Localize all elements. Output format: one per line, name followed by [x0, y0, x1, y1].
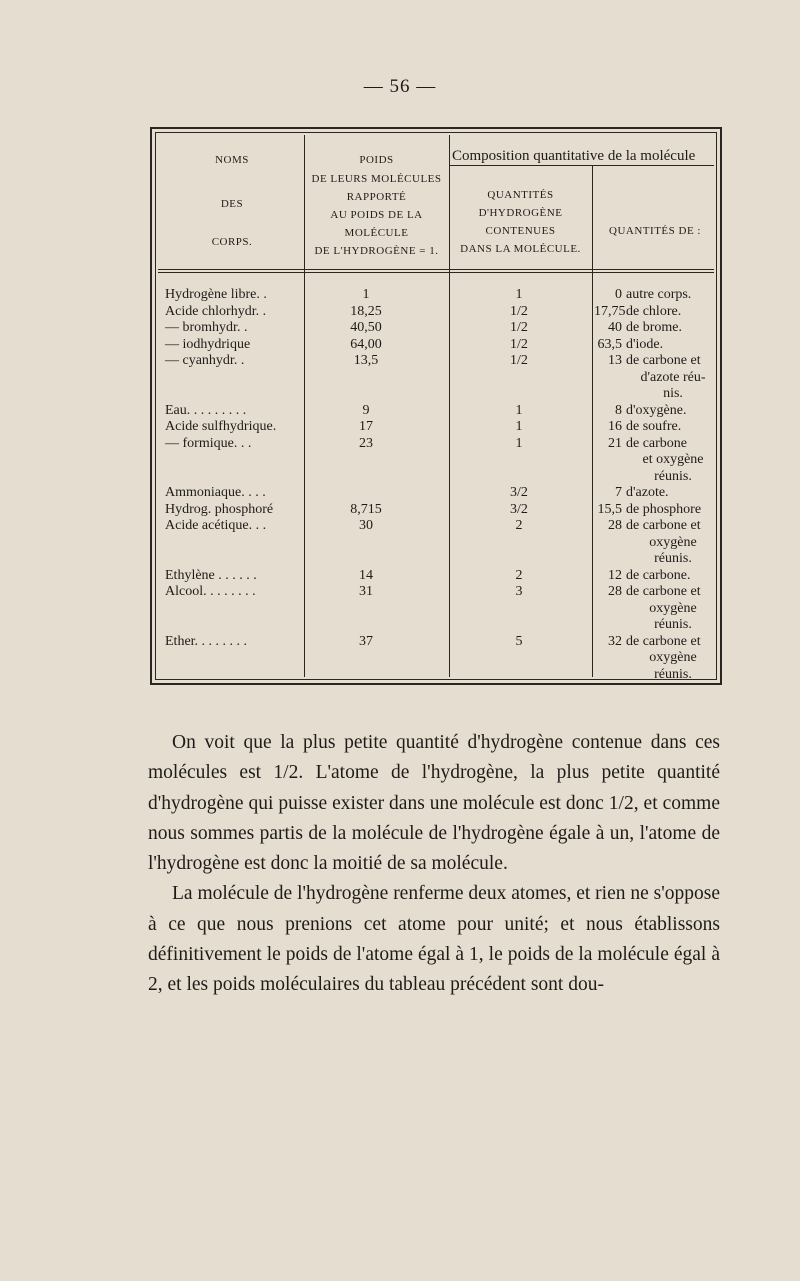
row-quantite-num: 8 — [615, 402, 622, 418]
header-composition: Composition quantitative de la molécule — [452, 148, 696, 164]
row-name: Acide acétique. . . — [165, 518, 267, 533]
row-quantite-corps: de carbone — [626, 435, 688, 451]
row-hydrogene: 3/2 — [510, 501, 528, 517]
row-quantite-num: 63,5 — [597, 336, 622, 352]
table-row — [152, 518, 724, 535]
row-quantite-corps: de carbone et — [626, 353, 701, 368]
row-quantite-corps: autre corps. — [626, 287, 692, 302]
row-quantite-num: 12 — [608, 567, 622, 583]
row-hydrogene: 2 — [515, 567, 523, 583]
row-quantite-corps: réunis. — [654, 617, 692, 632]
table-row — [152, 320, 724, 337]
table-row — [152, 485, 724, 502]
row-quantite-num: 28 — [608, 518, 622, 533]
table-row — [152, 287, 724, 304]
row-quantite-num: 21 — [608, 435, 622, 451]
row-poids: 13,5 — [353, 353, 379, 368]
table-row — [152, 452, 724, 469]
table-row — [152, 353, 724, 370]
row-name: Hydrogène libre. . — [165, 287, 267, 302]
row-poids: 8,715 — [350, 501, 382, 517]
row-name: — formique. . . — [165, 435, 252, 451]
table-row — [152, 568, 724, 585]
table-row — [152, 551, 724, 568]
table-row — [152, 419, 724, 436]
table-row — [152, 502, 724, 519]
row-name: Ammoniaque. . . . — [165, 485, 266, 500]
row-quantite-corps: réunis. — [654, 468, 692, 484]
row-quantite-corps: d'azote réu- — [640, 369, 706, 385]
row-quantite-num: 0 — [615, 287, 622, 302]
table-row — [152, 436, 724, 453]
row-quantite-corps: de phosphore — [626, 501, 702, 517]
header-poids-6: DE L'HYDROGÈNE = 1. — [314, 245, 439, 257]
row-hydrogene: 1/2 — [510, 320, 528, 335]
header-poids-1: POIDS — [359, 154, 394, 166]
table-row — [152, 650, 724, 667]
table-row — [152, 403, 724, 420]
data-table — [150, 127, 722, 685]
table-row — [152, 634, 724, 651]
row-hydrogene: 1 — [515, 435, 523, 451]
row-poids: 17 — [359, 419, 373, 434]
row-quantite-corps: de carbone et — [626, 584, 701, 599]
row-hydrogene: 1/2 — [510, 303, 528, 319]
table-row — [152, 617, 724, 634]
row-quantite-num: 7 — [615, 485, 622, 500]
table-row — [152, 337, 724, 354]
row-poids: 23 — [359, 435, 373, 451]
header-poids-2: DE LEURS MOLÉCULES — [311, 173, 442, 185]
paragraph-1: On voit que la plus petite quantité d'hydrogène contenue dans ces molécules est 1/2. L'atome de l'hydrogène, la plus petite quantité d'hydrogène qui puisse exister dans une molécule est donc 1/2, et comme nous sommes partis de la molécule de l'hydrogène égale à un, l'atome de l'hydrogène est donc la moitié de sa molécule. — [148, 732, 720, 875]
row-quantite-num: 32 — [608, 633, 622, 649]
table-row — [152, 667, 724, 684]
row-quantite-corps: nis. — [663, 386, 683, 401]
header-quantites-h-1: QUANTITÉS — [487, 189, 554, 201]
row-hydrogene: 1/2 — [510, 336, 528, 352]
table-row — [152, 304, 724, 321]
table-row — [152, 370, 724, 387]
row-quantite-corps: d'iode. — [626, 336, 664, 352]
row-hydrogene: 1 — [515, 419, 523, 434]
row-quantite-corps: oxygène — [649, 650, 697, 665]
row-name: Acide chlorhydr. . — [165, 303, 267, 319]
row-poids: 30 — [359, 518, 373, 533]
row-name: — cyanhydr. . — [165, 353, 245, 368]
table-row — [152, 584, 724, 601]
header-poids-4: AU POIDS DE LA — [330, 209, 423, 221]
row-quantite-corps: oxygène — [649, 534, 697, 550]
header-quantites-h-4: DANS LA MOLÉCULE. — [460, 243, 581, 255]
row-hydrogene: 1 — [515, 287, 523, 302]
row-hydrogene: 5 — [515, 633, 523, 649]
row-poids: 18,25 — [350, 303, 382, 319]
header-des: DES — [220, 198, 244, 210]
row-name: — iodhydrique — [165, 336, 251, 352]
row-quantite-corps: réunis. — [654, 666, 692, 682]
row-quantite-num: 40 — [608, 320, 622, 335]
row-quantite-num: 17,75 — [594, 303, 626, 319]
row-name: Alcool. . . . . . . . — [165, 584, 256, 599]
table-row — [152, 601, 724, 618]
row-quantite-num: 15,5 — [597, 501, 622, 517]
table-row — [152, 469, 724, 486]
row-name: Acide sulfhydrique. — [165, 419, 277, 434]
table-row — [152, 386, 724, 403]
row-hydrogene: 3/2 — [510, 485, 528, 500]
row-name: Eau. . . . . . . . . — [165, 402, 247, 418]
table-row — [152, 535, 724, 552]
row-quantite-corps: de chlore. — [626, 303, 682, 319]
body-text — [148, 728, 720, 1001]
page-number: — 56 — — [363, 76, 437, 97]
row-quantite-corps: réunis. — [654, 551, 692, 566]
row-name: — bromhydr. . — [165, 320, 248, 335]
header-poids-3: RAPPORTÉ — [346, 191, 407, 203]
header-noms: NOMS — [215, 154, 249, 166]
row-hydrogene: 1 — [515, 402, 523, 418]
row-quantite-corps: et oxygène — [642, 452, 704, 467]
row-name: Ethylène . . . . . . — [165, 567, 257, 583]
row-poids: 64,00 — [350, 336, 382, 352]
row-quantite-corps: oxygène — [649, 600, 697, 616]
header-quantites-h-2: D'HYDROGÈNE — [478, 207, 563, 219]
row-quantite-corps: de carbone et — [626, 518, 701, 533]
row-quantite-num: 13 — [608, 353, 622, 368]
header-poids-5: MOLÉCULE — [344, 227, 409, 239]
row-hydrogene: 2 — [515, 518, 523, 533]
row-quantite-corps: de soufre. — [626, 419, 682, 434]
row-poids: 14 — [359, 567, 373, 583]
row-poids: 40,50 — [350, 320, 382, 335]
row-name: Hydrog. phosphoré — [165, 501, 274, 517]
row-name: Ether. . . . . . . . — [165, 633, 248, 649]
row-quantite-corps: de carbone et — [626, 633, 701, 649]
row-hydrogene: 1/2 — [510, 353, 528, 368]
row-quantite-num: 16 — [608, 419, 622, 434]
table-body — [152, 287, 724, 683]
header-corps: CORPS. — [211, 236, 253, 248]
paragraph-2: La molécule de l'hydrogène renferme deux atomes, et rien ne s'oppose à ce que nous prenions cet atome pour unité; et nous établissons définitivement le poids de l'atome égal à 1, le poids de la molécule égal à 2, et les poids moléculaires du tableau précédent sont dou- — [148, 883, 720, 996]
row-poids: 37 — [359, 633, 373, 649]
header-quantites-de: QUANTITÉS DE : — [609, 225, 701, 237]
row-quantite-corps: d'oxygène. — [626, 402, 687, 418]
row-poids: 31 — [359, 584, 373, 599]
row-quantite-corps: d'azote. — [626, 485, 669, 500]
row-hydrogene: 3 — [515, 584, 523, 599]
row-poids: 9 — [362, 402, 370, 418]
header-quantites-h-3: CONTENUES — [485, 225, 556, 237]
row-quantite-corps: de brome. — [626, 320, 682, 335]
row-poids: 1 — [362, 287, 370, 302]
row-quantite-corps: de carbone. — [626, 567, 691, 583]
row-quantite-num: 28 — [608, 584, 622, 599]
